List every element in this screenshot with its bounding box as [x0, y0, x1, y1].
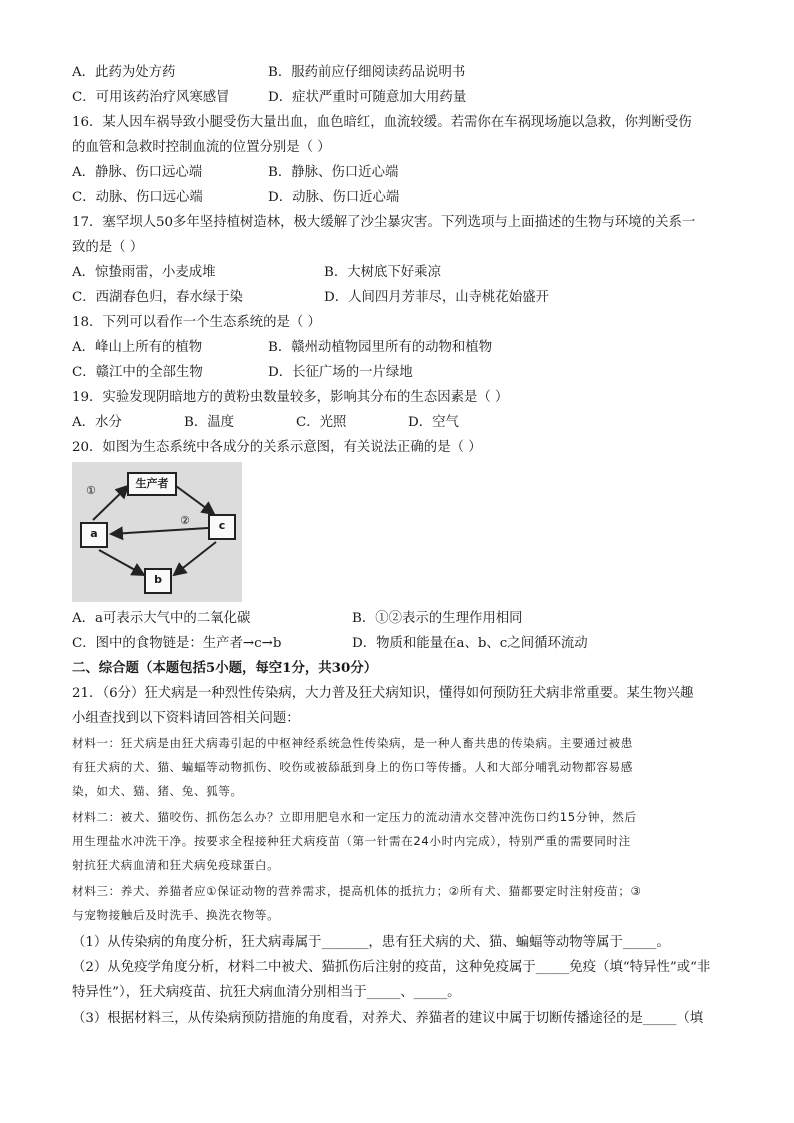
material-1-line2: 有狂犬病的犬、猫、蝙蝠等动物抓伤、咬伤或被舔舐到身上的伤口等传播。人和大部分哺乳动物都容易感 [72, 760, 633, 774]
material-1-line3: 染，如犬、猫、猪、兔、狐等。 [72, 784, 243, 798]
arrow-a-to-b [99, 550, 144, 575]
material-2-line1: 材料二：被犬、猫咬伤、抓伤怎么办？立即用肥皂水和一定压力的流动清水交替冲洗伤口约15分钟，然后 [72, 810, 637, 824]
q20-option-b: B．①②表示的生理作用相同 [352, 611, 523, 626]
q16-option-d: D．动脉、伤口近心端 [268, 190, 400, 205]
material-3-line1: 材料三：养犬、养猫者应①保证动物的营养需求，提高机体的抵抗力；②所有犬、猫都要定时注射疫苗；③ [72, 884, 642, 898]
q18-option-d: D．长征广场的一片绿地 [268, 365, 413, 380]
q18-option-b: B．赣州动植物园里所有的动物和植物 [268, 340, 493, 355]
q17-option-a: A．惊蛰雨雷，小麦成堆 [72, 265, 216, 280]
q21-sub2-line1: （2）从免疫学角度分析，材料二中被犬、猫抓伤后注射的疫苗，这种免疫属于_____免疫（填“特异性”或“非 [72, 960, 711, 975]
arrow-producer-to-c [176, 486, 214, 514]
q19-option-c: C．光照 [296, 415, 347, 430]
q18-stem: 18．下列可以看作一个生态系统的是（ ） [72, 315, 321, 330]
q21-sub3: （3）根据材料三，从传染病预防措施的角度看，对养犬、养猫者的建议中属于切断传播途径的是_____（填 [72, 1011, 704, 1026]
q19-option-b: B．温度 [184, 415, 235, 430]
q20-option-c: C．图中的食物链是：生产者→c→b [72, 636, 282, 651]
q16-option-a: A．静脉、伤口远心端 [72, 165, 203, 180]
q15-option-d: D．症状严重时可随意加大用药量 [268, 90, 467, 105]
q16-option-c: C．动脉、伤口远心端 [72, 190, 203, 205]
q15-option-a: A．此药为处方药 [72, 65, 176, 80]
q18-option-c: C．赣江中的全部生物 [72, 365, 203, 380]
arrow-a-to-producer [93, 486, 128, 520]
q16-stem-line1: 16．某人因车祸导致小腿受伤大量出血，血色暗红，血流较缓。若需你在车祸现场施以急救，你判断受伤 [72, 115, 692, 130]
q18-option-a: A．峰山上所有的植物 [72, 340, 203, 355]
section-2-title: 二、综合题（本题包括5小题，每空1分，共30分） [72, 660, 378, 676]
q21-stem-line2: 小组查找到以下资料请回答相关问题： [72, 711, 300, 726]
material-2-line3: 射抗狂犬病血清和狂犬病免疫球蛋白。 [72, 858, 280, 872]
q19-option-a: A．水分 [72, 415, 122, 430]
ecosystem-diagram [72, 462, 242, 602]
q21-stem-line1: 21．（6分）狂犬病是一种烈性传染病，大力普及狂犬病知识，懂得如何预防狂犬病非常重要。某生物兴趣 [72, 686, 694, 701]
q15-option-b: B．服药前应仔细阅读药品说明书 [268, 65, 466, 80]
q21-sub1: （1）从传染病的角度分析，狂犬病毒属于_______，患有狂犬病的犬、猫、蝙蝠等动物等属于_____。 [72, 935, 670, 950]
q17-stem-line2: 致的是（ ） [72, 240, 144, 255]
q17-option-c: C．西湖春色归，春水绿于染 [72, 290, 243, 305]
q20-option-a: A．a可表示大气中的二氧化碳 [72, 611, 251, 626]
producer-box: 生产者 [127, 472, 177, 496]
q16-option-b: B．静脉、伤口近心端 [268, 165, 399, 180]
q20-option-d: D．物质和能量在a、b、c之间循环流动 [352, 636, 588, 651]
q16-stem-line2: 的血管和急救时控制血流的位置分别是（ ） [72, 140, 331, 155]
mark-2: ② [180, 514, 190, 527]
material-1-line1: 材料一：狂犬病是由狂犬病毒引起的中枢神经系统急性传染病，是一种人畜共患的传染病。主要通过被患 [72, 736, 633, 750]
arrow-c-to-a [111, 528, 208, 534]
q17-option-d: D．人间四月芳菲尽，山寺桃花始盛开 [324, 290, 549, 305]
q19-option-d: D．空气 [408, 415, 459, 430]
q17-option-b: B．大树底下好乘凉 [324, 265, 441, 280]
material-3-line2: 与宠物接触后及时洗手、换洗衣物等。 [72, 908, 280, 922]
node-c-box: c [208, 514, 236, 540]
node-a-box: a [80, 522, 108, 548]
mark-1: ① [86, 484, 96, 497]
q21-sub2-line2: 特异性”），狂犬病疫苗、抗狂犬病血清分别相当于_____、_____。 [72, 985, 461, 1000]
material-2-line2: 用生理盐水冲洗干净。按要求全程接种狂犬病疫苗（第一针需在24小时内完成），特别严重的需要同时注 [72, 834, 631, 848]
q19-stem: 19．实验发现阴暗地方的黄粉虫数量较多，影响其分布的生态因素是（ ） [72, 390, 509, 405]
arrow-c-to-b [174, 542, 216, 575]
q17-stem-line1: 17．塞罕坝人50多年坚持植树造林，极大缓解了沙尘暴灾害。下列选项与上面描述的生物与环境的关系一 [72, 215, 696, 230]
q20-stem: 20．如图为生态系统中各成分的关系示意图，有关说法正确的是（ ） [72, 440, 482, 455]
node-b-box: b [144, 568, 172, 594]
q15-option-c: C．可用该药治疗风寒感冒 [72, 90, 230, 105]
